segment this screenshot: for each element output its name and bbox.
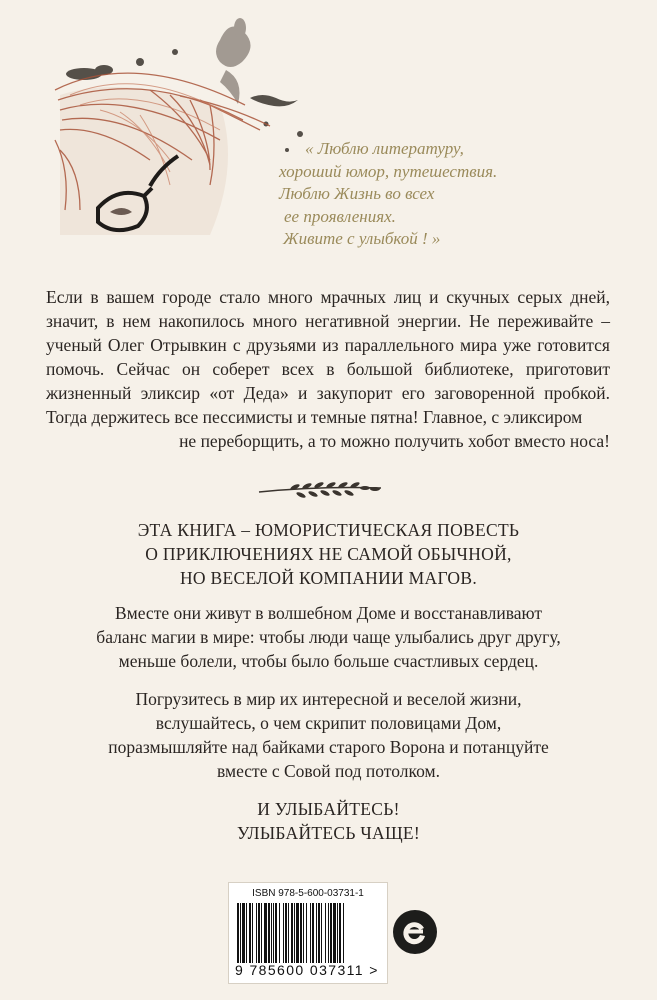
- paragraph-line: поразмышляйте над байками старого Ворона и потанцуйте: [108, 737, 549, 757]
- paragraph-line: Погрузитесь в мир их интересной и веселой жизни,: [135, 689, 522, 709]
- portrait-illustration: [0, 0, 330, 260]
- closing-line: И УЛЫБАЙТЕСЬ!: [257, 799, 400, 819]
- author-quote: [279, 138, 605, 251]
- paragraph-line: Вместе они живут в волшебном Доме и восстанавливают: [114, 603, 543, 623]
- intro-text: Если в вашем городе стало много мрачных лиц и скучных серых дней, значит, в нем накопилось много негативной энергии. Не переживайте – ученый Олег Отрывкин с друзьями из параллельного мира уже готовится помочь. Сейчас он соберет всех в большой библиотеке, приготовит жизненный эликсир «от Деда» и закупорит его заговоренной пробкой. Тогда держитесь все пессимисты и темные пятна! Главное, с эликсиром: [46, 287, 610, 427]
- paragraph-line: вместе с Совой под потолком.: [217, 761, 440, 781]
- quote-line: Люблю Жизнь во всех: [279, 184, 435, 203]
- paragraph-line: меньше болели, чтобы было больше счастливых сердец.: [118, 651, 539, 671]
- book-summary: [20, 518, 637, 590]
- paragraph-line: баланс магии в мире: чтобы люди чаще улыбались друг другу,: [96, 627, 561, 647]
- closing-call: [20, 797, 637, 845]
- barcode-digits: 9 785600 037311 >: [235, 962, 379, 978]
- paragraph-line: вслушайтесь, о чем скрипит половицами Дом,: [155, 713, 502, 733]
- description-paragraph-2: [20, 687, 637, 783]
- quote-line: ее проявлениях.: [284, 206, 396, 226]
- summary-line: ЭТА КНИГА – ЮМОРИСТИЧЕСКАЯ ПОВЕСТЬ: [137, 520, 520, 540]
- summary-line: НО ВЕСЕЛОЙ КОМПАНИИ МАГОВ.: [179, 568, 478, 588]
- quote-line: хороший юмор, путешествия.: [279, 161, 498, 181]
- isbn-number: ISBN 978-5-600-03731-1: [252, 888, 364, 899]
- barcode-bars: [237, 903, 379, 963]
- quote-line: « Люблю литературу,: [305, 139, 464, 158]
- publisher-logo-icon: [391, 908, 439, 956]
- description-paragraph-1: [20, 601, 637, 673]
- quote-line: Живите с улыбкой ! »: [283, 229, 441, 248]
- sprig-ornament: [255, 478, 385, 502]
- summary-line: О ПРИКЛЮЧЕНИЯХ НЕ САМОЙ ОБЫЧНОЙ,: [145, 544, 512, 564]
- closing-line: УЛЫБАЙТЕСЬ ЧАЩЕ!: [236, 823, 421, 843]
- barcode: [228, 882, 388, 984]
- intro-paragraph: [46, 285, 610, 453]
- intro-last-line: не переборщить, а то можно получить хобот вместо носа!: [179, 431, 610, 451]
